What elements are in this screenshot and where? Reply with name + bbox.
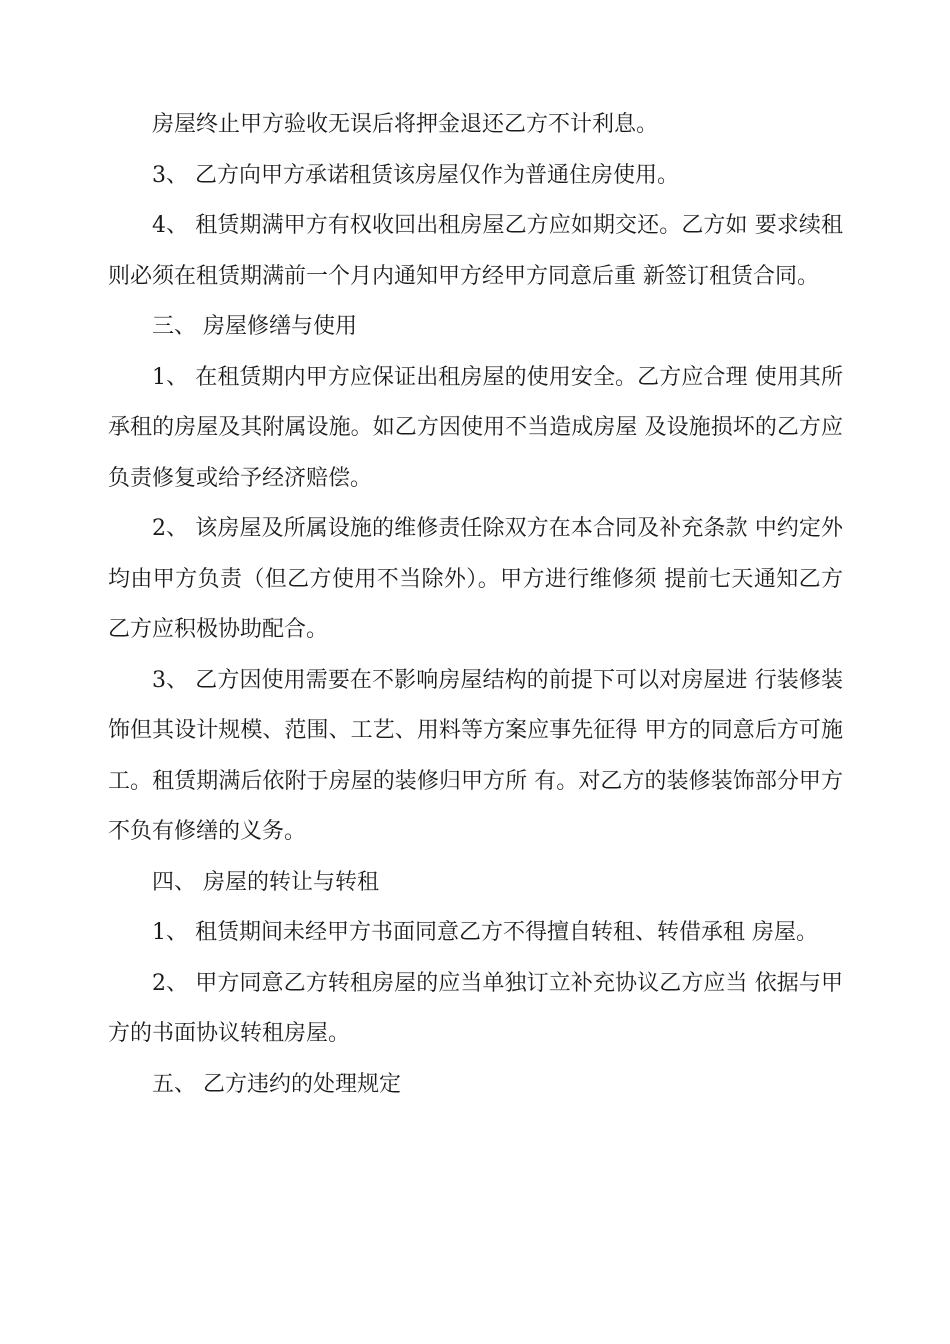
document-body — [108, 100, 843, 1110]
clause-2-3: 3、 乙方向甲方承诺租赁该房屋仅作为普通住房使用。 — [152, 162, 679, 188]
clause-3-3: 3、 乙方因使用需要在不影响房屋结构的前提下可以对房屋进 行装修装饰但其设计规模、范围、工艺、用料等方案应事先征得 甲方的同意后方可施工。租赁期满后依附于房屋的装修归甲方所 有。对乙方的装修装饰部分甲方不负有修缮的义务。 — [108, 667, 843, 844]
paragraph-deposit-refund: 房屋终止甲方验收无误后将押金退还乙方不计利息。 — [152, 112, 659, 137]
clause-4-2: 2、 甲方同意乙方转租房屋的应当单独订立补充协议乙方应当 依据与甲方的书面协议转租房屋。 — [108, 970, 843, 1046]
section-heading-5: 五、 乙方违约的处理规定 — [152, 1071, 401, 1097]
clause-3-2: 2、 该房屋及所属设施的维修责任除双方在本合同及补充条款 中约定外均由甲方负责（但乙方使用不当除外）。甲方进行维修须 提前七天通知乙方乙方应积极协助配合。 — [108, 516, 843, 642]
section-heading-3: 三、 房屋修缮与使用 — [152, 314, 357, 339]
section-heading-4: 四、 房屋的转让与转租 — [152, 869, 379, 895]
clause-3-1: 1、 在租赁期内甲方应保证出租房屋的使用安全。乙方应合理 使用其所承租的房屋及其附属设施。如乙方因使用不当造成房屋 及设施损坏的乙方应负责修复或给予经济赔偿。 — [108, 364, 843, 491]
clause-4-1: 1、 租赁期间未经甲方书面同意乙方不得擅自转租、转借承租 房屋。 — [152, 920, 818, 945]
clause-2-4: 4、 租赁期满甲方有权收回出租房屋乙方应如期交还。乙方如 要求续租则必须在租赁期满前一个月内通知甲方经甲方同意后重 新签订租赁合同。 — [108, 213, 843, 289]
